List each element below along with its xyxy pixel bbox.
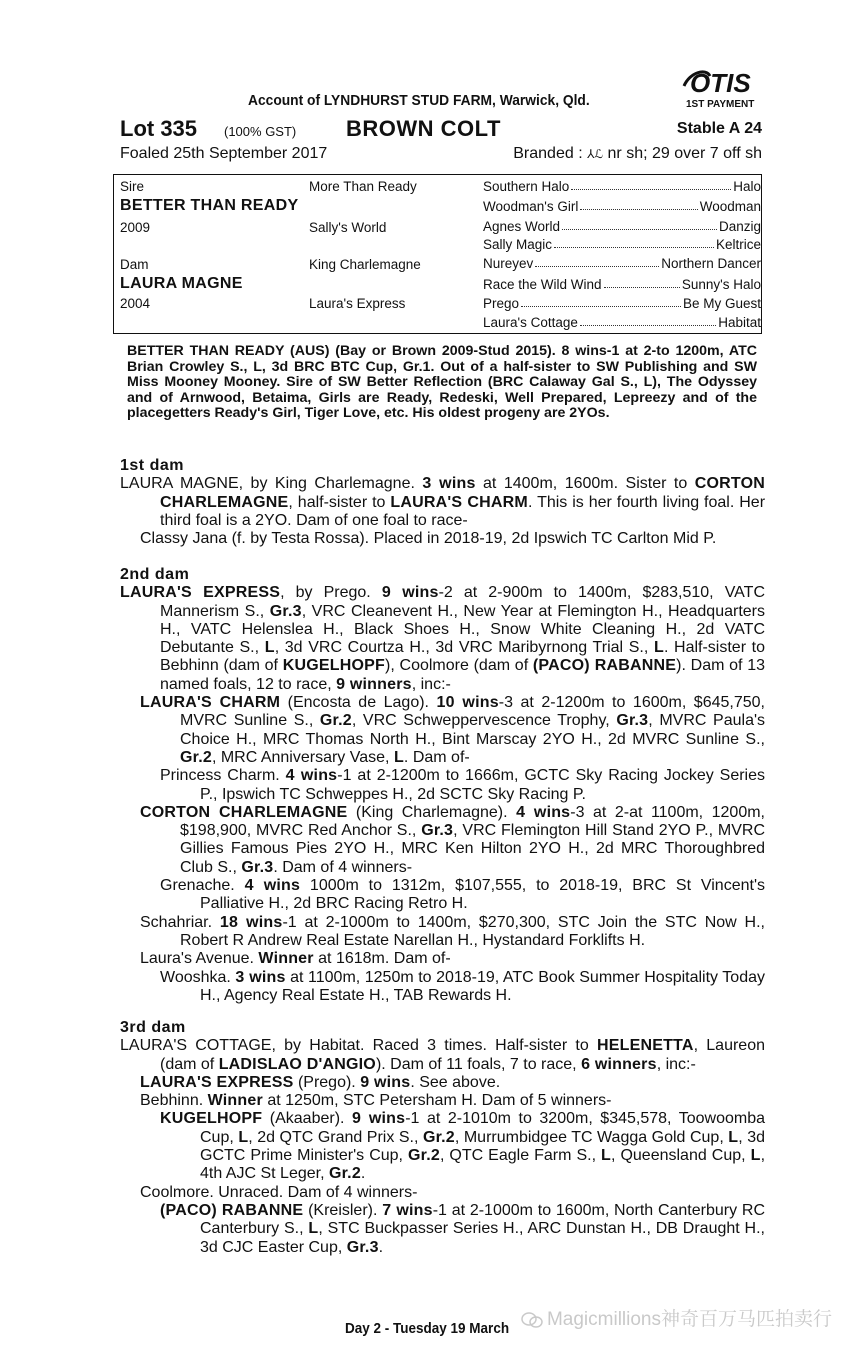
watermark (521, 1304, 832, 1331)
text: , Murrumbidgee TC Wagga Gold Cup, (454, 1128, 724, 1146)
text: , STC Buckpasser Series H., ARC Dunstan H., DB Draught H., 3d CJC Easter Cup, (200, 1220, 765, 1256)
dam-year: 2004 (120, 296, 151, 311)
grade: L (308, 1220, 319, 1238)
text: , VRC Flemington Hill Stand 2YO P., MVRC Gillies Famous Pies 2YO H., MRC Ken Hilton 2YO H., 2d MRC Thoroughbred Club S., (180, 822, 766, 876)
grand-row (483, 199, 761, 214)
grade: Gr.3 (421, 822, 454, 840)
text: LAURA MAGNE, by King Charlemagne. (120, 475, 415, 493)
logo-text: OTIS (690, 68, 751, 98)
grand-right: Woodman (699, 199, 761, 214)
grand-left: Woodman's Girl (483, 199, 579, 214)
grand-row (483, 256, 761, 271)
grand-row (483, 237, 761, 252)
grand-left: Sally Magic (483, 237, 553, 252)
grand-row (483, 296, 761, 311)
third-dam-text (120, 1037, 765, 1074)
grade: Gr.2 (328, 1165, 361, 1183)
wins: 18 wins (219, 913, 283, 931)
wins: Winner (207, 1092, 263, 1110)
grade: Gr.2 (408, 1147, 440, 1165)
text: 1000m to 1312m, $107,555, to 2018-19, BRC St Vincent's Palliative H., 2d BRC Racing Retro H. (200, 877, 765, 913)
grade: L (264, 639, 275, 657)
text: -1 at 2-1200m to 1666m, GCTC Sky Racing Jockey Series P., Ipswich TC Schweppes H., 2d SCTC Sky Racing P. (200, 767, 766, 803)
bebhinn-entry (120, 1092, 765, 1110)
grand-left: Agnes World (483, 219, 561, 234)
grade: Gr.3 (269, 602, 302, 620)
wins: 9 wins (360, 1073, 411, 1091)
text: , MVRC Paula's Choice H., MRC Thomas North H., Bint Marscay 2YO H., 2d MVRC Sunline S., (180, 712, 766, 748)
third-dam-section (120, 1019, 765, 1257)
text: , inc:- (411, 675, 451, 693)
text: -3 at 2-1200m to 1600m, $645,750, MVRC Sunline S., (180, 694, 765, 730)
grade: L (653, 639, 664, 657)
grade: Gr.3 (241, 858, 274, 876)
grade: Gr.2 (422, 1128, 455, 1146)
wins: 3 wins (422, 475, 476, 493)
text: , VRC Cleanevent H., New Year at Flemington H., Headquarters H., VATC Helenslea H., Black Shoes H., Snow White Cleaning H., 2d VATC Debutante S., (160, 602, 765, 657)
grade: Gr.2 (180, 748, 212, 766)
wechat-icon (521, 1311, 543, 1329)
vendor-account: Account of LYNDHURST STUD FARM, Warwick, Qld. (248, 92, 590, 109)
first-dam-text (120, 475, 765, 530)
sire-sire: More Than Ready (309, 179, 417, 194)
grand-left: Race the Wild Wind (483, 277, 602, 292)
colour-sex: BROWN COLT (346, 116, 501, 141)
grenache-entry (120, 877, 765, 914)
kugelhopf-entry: KUGELHOPF (Akaaber). 9 wins-1 at 2-1010m to 3200m, $345,578, Toowoomba Cup, L, 2d QTC Grand Prix S., Gr.2, Murrumbidgee TC Wagga Gold Cup, L, 3d GCTC Prime Minister's Cup, Gr.2, QTC Eagle Farm S., L, Queensland Cup, L, 4th AJC St Leger, Gr.2. (160, 1110, 766, 1183)
text: , by Prego. (280, 584, 371, 602)
wins: 4 wins (516, 803, 571, 821)
grand-right: Danzig (718, 219, 761, 234)
wins: 7 wins (382, 1201, 433, 1219)
grand-row (483, 277, 761, 292)
lauras-express-entry (120, 1074, 765, 1092)
first-dam-heading: 1st dam (120, 457, 184, 474)
sale-day: Day 2 - Tuesday 19 March (345, 1320, 510, 1337)
text: ). Dam of 11 foals, 7 to race, (375, 1055, 577, 1073)
text: at 1250m, STC Petersham H. Dam of 5 winners- (267, 1092, 612, 1110)
wins: 3 wins (235, 968, 286, 986)
text: -1 at 2-1000m to 1400m, $270,300, STC Join the STC Now H., Robert R Andrew Real Estate Narellan H., Hystandard Forklifts H. (180, 913, 765, 949)
text: LAURA'S COTTAGE, by Habitat. Raced 3 times. Half-sister to (120, 1037, 589, 1055)
text: ). Dam of 13 named foals, 12 to race, (160, 657, 766, 693)
horse-name: LAURA'S CHARM (140, 694, 281, 712)
text: -1 at 2-1010m to 3200m, $345,578, Toowoomba Cup, (200, 1110, 765, 1146)
text: , half-sister to (288, 493, 386, 511)
text: . Dam of- (403, 748, 470, 766)
text: , Queensland Cup, (611, 1147, 746, 1165)
lauras-avenue-entry (120, 950, 765, 968)
grand-row (483, 315, 761, 330)
grand-row (483, 219, 761, 234)
laura-charm-entry (120, 694, 765, 767)
grand-left: Laura's Cottage (483, 315, 578, 330)
winners: 9 winners (336, 675, 412, 693)
grade: L (238, 1128, 249, 1146)
horse-name: CORTON CHARLEMAGNE (160, 475, 765, 511)
text: , 3d VRC Courtza H., 3d VRC Maribyrnong Trial S., (274, 639, 649, 657)
text: Schahriar. (140, 913, 213, 931)
branded-prefix: Branded : (513, 145, 583, 162)
horse-name: LADISLAO D'ANGIO (218, 1055, 376, 1073)
sire-year: 2009 (120, 220, 151, 235)
lot-number: Lot 335 (120, 116, 198, 141)
grand-left: Prego (483, 296, 520, 311)
horse-name: HELENETTA (596, 1037, 694, 1055)
branded-info (513, 145, 762, 163)
text: Grenache. (160, 877, 235, 895)
text: at 1618m. Dam of- (318, 950, 451, 968)
wins: Winner (258, 950, 314, 968)
horse-name: LAURA'S EXPRESS (140, 1073, 294, 1091)
sire-label: Sire (120, 179, 145, 194)
foaled-date: Foaled 25th September 2017 (120, 145, 328, 162)
text: , 3d GCTC Prime Minister's Cup, (200, 1128, 766, 1165)
horse-name: LAURA'S CHARM (390, 493, 528, 511)
dam-dam: Laura's Express (309, 296, 406, 311)
watermark-text: Magicmillions神奇百万马匹拍卖行 (546, 1309, 832, 1330)
princess-charm-entry (120, 767, 765, 804)
coolmore-entry: Coolmore. Unraced. Dam of 4 winners- (140, 1183, 418, 1201)
text: (Prego). (297, 1073, 356, 1091)
schahriar-entry (120, 914, 765, 951)
dam-label: Dam (120, 257, 149, 272)
text: , Laureon (dam of (160, 1037, 765, 1073)
wins: 4 wins (244, 877, 301, 895)
text: at 1100m, 1250m to 2018-19, ATC Book Summer Hospitality Today H., Agency Real Estate H., TAB Rewards H. (200, 968, 765, 1004)
wins: 4 wins (285, 767, 338, 785)
branded-suffix: nr sh; 29 over 7 off sh (607, 145, 762, 162)
horse-name: LAURA'S EXPRESS (120, 584, 281, 602)
logo-sub: 1ST PAYMENT (686, 99, 755, 110)
lot-line (120, 116, 762, 142)
paco-rabanne-entry: (PACO) RABANNE (Kreisler). 7 wins-1 at 2-1000m to 1600m, North Canterbury RC Canterbury S., L, STC Buckpasser Series H., ARC Dunstan H., DB Draught H., 3d CJC Easter Cup, Gr.3. (160, 1201, 766, 1256)
text: -1 at 2-1000m to 1600m, North Canterbury RC Canterbury S., (200, 1201, 766, 1238)
text: , MRC Anniversary Vase, (211, 748, 390, 766)
text: -2 at 2-900m to 1400m, $283,510, VATC Mannerism S., (160, 584, 765, 620)
grand-right: Habitat (718, 315, 761, 330)
grade: L (393, 748, 404, 766)
text: , inc:- (656, 1055, 696, 1073)
pedigree-table (113, 174, 762, 334)
text: ), Coolmore (dam of (385, 657, 529, 675)
first-dam-section (120, 457, 765, 548)
gst-note: (100% GST) (224, 124, 297, 139)
grand-left: Nureyev (483, 256, 534, 271)
grade: L (601, 1147, 612, 1165)
wins: 9 wins (381, 584, 439, 602)
sire-summary: BETTER THAN READY (AUS) (Bay or Brown 2009-Stud 2015). 8 wins-1 at 2-to 1200m, ATC Brian Crowley S., L, 3d BRC BTC Cup, Gr.1. Out of a half-sister to SW Publishing and SW Miss Mooney Mooney. Sire of SW Better Reflection (BRC Calaway Gal S., L), The Odyssey and of Arnwood, Betaima, Girls are Ready, Redeski, Well Prepared, Lepreezy and of the placegetters Ready's Girl, Tiger Love, etc. His oldest progeny are 2YOs. (127, 343, 757, 421)
horse-name: CORTON CHARLEMAGNE (140, 803, 348, 821)
sire-name: BETTER THAN READY (120, 197, 299, 214)
text: (King Charlemagne). (355, 803, 508, 821)
grade: L (728, 1128, 739, 1146)
text: , 4th AJC St Leger, (200, 1147, 766, 1183)
wins: 10 wins (436, 694, 499, 712)
text: (Encosta de Lago). (287, 694, 429, 712)
horse-name: (PACO) RABANNE (160, 1201, 304, 1219)
grand-right: Sunny's Halo (681, 277, 761, 292)
text: (Kreisler). (308, 1201, 378, 1219)
stable-location: Stable A 24 (676, 120, 762, 137)
text: . This is her fourth living foal. Her third foal is a 2YO. Dam of one foal to race- (160, 493, 766, 529)
grand-row (483, 179, 761, 194)
grade: L (750, 1147, 761, 1165)
text: Princess Charm. (160, 767, 280, 785)
winners: 6 winners (581, 1055, 657, 1073)
grade: Gr.3 (346, 1238, 379, 1256)
text: , QTC Eagle Farm S., (439, 1147, 597, 1165)
corton-entry (120, 804, 765, 877)
sire-dam: Sally's World (309, 220, 387, 235)
grand-right: Keltrice (715, 237, 761, 252)
text: . Half-sister to Bebhinn (dam of (160, 639, 766, 675)
first-dam-foal: Classy Jana (f. by Testa Rossa). Placed in 2018-19, 2d Ipswich TC Carlton Mid P. (140, 530, 717, 548)
third-dam-heading: 3rd dam (120, 1019, 186, 1036)
text: Wooshka. (160, 968, 231, 986)
text: , VRC Schweppervescence Trophy, (351, 712, 610, 730)
brand-mark-icon: ⅄ℒ (587, 147, 604, 161)
text: (Akaaber). (269, 1110, 345, 1128)
horse-name: (PACO) RABANNE (532, 657, 677, 675)
otis-logo (680, 66, 762, 110)
text: Bebhinn. (140, 1092, 204, 1110)
text: -3 at 2-at 1100m, 1200m, $198,900, MVRC Red Anchor S., (180, 803, 766, 840)
text: at 1400m, 1600m. Sister to (483, 475, 688, 493)
wooshka-entry (120, 969, 765, 1006)
wins: 9 wins (352, 1110, 406, 1128)
grand-right: Northern Dancer (661, 256, 761, 271)
second-dam-section (120, 566, 765, 1005)
grade: Gr.2 (319, 712, 352, 730)
text: Laura's Avenue. (140, 950, 254, 968)
grade: Gr.3 (616, 712, 649, 730)
text: . See above. (410, 1073, 501, 1091)
text: , 2d QTC Grand Prix S., (248, 1128, 419, 1146)
dam-sire: King Charlemagne (309, 257, 421, 272)
horse-name: KUGELHOPF (160, 1110, 263, 1128)
grand-left: Southern Halo (483, 179, 570, 194)
text: . Dam of 4 winners- (273, 858, 413, 876)
dam-name: LAURA MAGNE (120, 275, 243, 292)
grand-right: Be My Guest (682, 296, 761, 311)
second-dam-heading: 2nd dam (120, 566, 190, 583)
grand-right: Halo (733, 179, 761, 194)
second-dam-text (120, 584, 765, 694)
horse-name: KUGELHOPF (282, 657, 385, 675)
